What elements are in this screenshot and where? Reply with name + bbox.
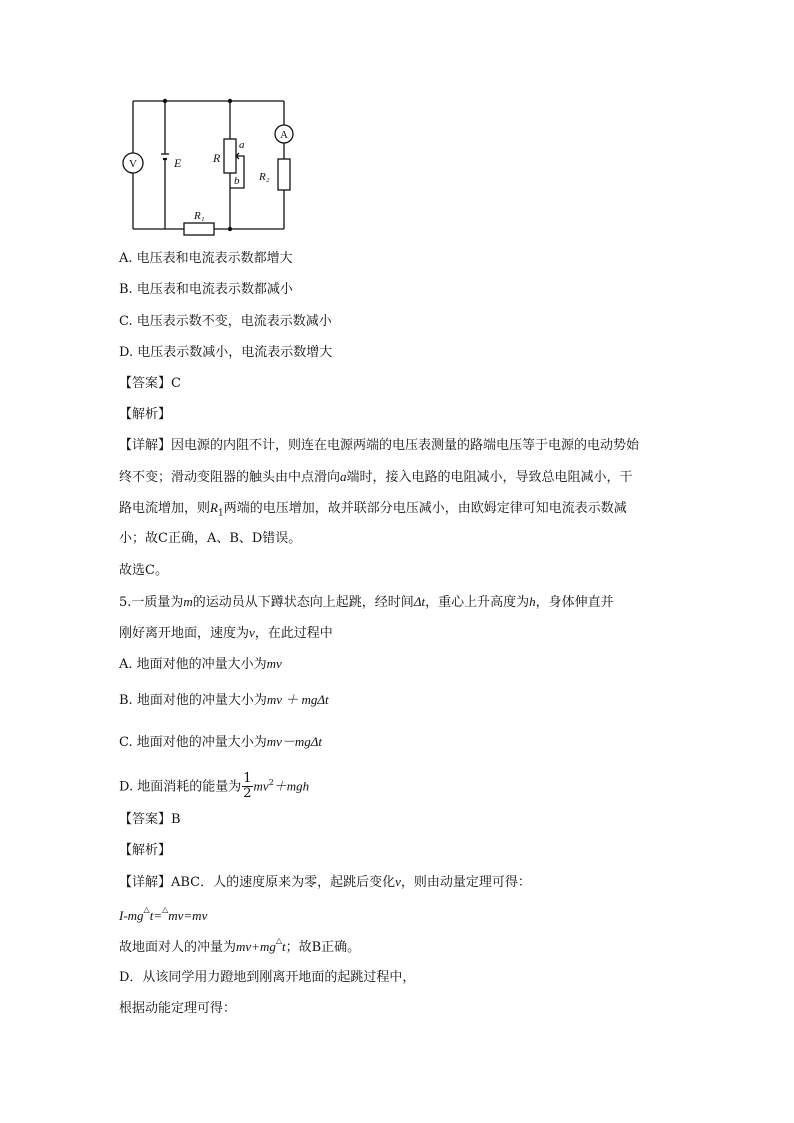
rheostat-body	[224, 139, 236, 173]
q4-answer: 【答案】C	[119, 376, 181, 391]
q4-choose: 故选C。	[119, 563, 168, 578]
q4-detail-line-2: 终不变；滑动变阻器的触头由中点滑向a端时，接入电路的电阻减小，导致总电阻减小，干	[119, 469, 633, 485]
emf-label: E	[174, 156, 182, 170]
q4-detail-line-3: 路电流增加，则$R_1$两端的电压增加，故并联部分电压减小，由欧姆定律可知电流表示数减	[119, 500, 627, 519]
q5-option-a: A. 地面对他的冲量大小为mv	[119, 656, 282, 672]
q5-option-d: D. 地面消耗的能量为 $\frac{1}{2}$ $mv^2+mgh$	[119, 771, 310, 802]
r2-body	[278, 159, 290, 190]
q5-option-b: B. 地面对他的冲量大小为mv ＋ mgΔt	[119, 692, 329, 708]
q4-option-c: C. 电压表示数不变，电流表示数减小	[119, 314, 332, 329]
q5-answer: 【答案】B	[119, 812, 181, 827]
r1-body	[184, 223, 214, 235]
voltmeter-label: V	[129, 158, 137, 170]
junction-dot	[228, 227, 232, 231]
junction-dot	[228, 99, 232, 103]
q5-option-c: C. 地面对他的冲量大小为mv－mgΔt	[119, 734, 323, 750]
q5-impulse-line: 故地面对人的冲量为mv+mg△t；故B正确。	[119, 936, 361, 955]
circuit-diagram	[118, 92, 298, 238]
ammeter-label: A	[280, 129, 288, 141]
junction-dot	[163, 99, 167, 103]
q5-detail-line-1: 【详解】ABC．人的速度原来为零，起跳后变化v，则由动量定理可得：	[119, 874, 531, 890]
q5-stem-line-2: 刚好离开地面，速度为v，在此过程中	[119, 625, 333, 641]
q4-option-a: A. 电压表和电流表示数都增大	[119, 251, 293, 266]
terminal-b-label: b	[234, 175, 240, 187]
r2-label: R₂	[259, 171, 270, 183]
rheostat-label: R	[213, 151, 221, 165]
q5-analysis-heading: 【解析】	[119, 843, 172, 858]
terminal-a-label: a	[239, 139, 245, 151]
q4-option-b: B. 电压表和电流表示数都减小	[119, 282, 293, 297]
q4-detail-line-1: 【详解】因电源的内阻不计，则连在电源两端的电压表测量的路端电压等于电源的电动势始	[119, 438, 640, 453]
q4-option-d: D. 电压表示数减小，电流表示数增大	[119, 345, 333, 360]
q4-analysis-heading: 【解析】	[119, 407, 172, 422]
q5-d-line: D．从该同学用力蹬地到刚离开地面的起跳过程中，	[119, 970, 416, 985]
q4-detail-line-4: 小；故C正确，A、B、D错误。	[119, 531, 302, 546]
fraction-one-half: $\frac{1}{2}$	[243, 771, 252, 802]
q5-momentum-equation: I-mg△t=△mv=mv	[119, 905, 208, 923]
q5-stem-line-1: 5.一质量为m的运动员从下蹲状态向上起跳，经时间Δt，重心上升高度为h，身体伸直并	[119, 594, 614, 610]
r1-label: R₁	[194, 210, 205, 222]
q5-energy-line: 根据动能定理可得：	[119, 1001, 237, 1016]
